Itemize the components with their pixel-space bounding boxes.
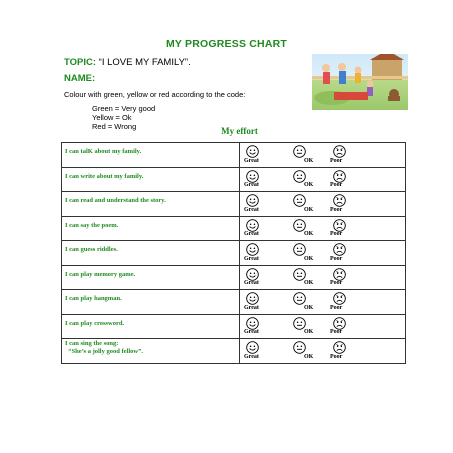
skill-statement: I can play crossword. — [62, 314, 240, 339]
rating-label-poor: Poor — [330, 182, 343, 188]
skill-statement: I can play hangman. — [62, 290, 240, 315]
poor-face-icon[interactable] — [333, 292, 346, 305]
poor-face-icon[interactable] — [333, 219, 346, 232]
effort-heading: My effort — [221, 126, 258, 136]
ok-face-icon[interactable] — [293, 219, 306, 232]
rating-label-ok: OK — [304, 280, 314, 286]
rating-label-ok: OK — [304, 255, 314, 262]
rating-label-poor: Poor — [330, 280, 343, 286]
rating-label-poor: Poor — [330, 304, 343, 311]
rating-cell — [240, 339, 406, 364]
skill-statement: I can sing the song: “She’s a jolly good fellow”. — [62, 339, 240, 364]
rating-label-poor: Poor — [330, 206, 343, 213]
rating-label-great: Great — [244, 255, 259, 262]
table-row — [62, 241, 406, 266]
rating-label-great: Great — [244, 353, 259, 360]
table-row — [62, 290, 406, 315]
ok-face-icon[interactable] — [293, 317, 306, 330]
great-face-icon[interactable] — [246, 145, 259, 158]
great-face-icon[interactable] — [246, 170, 259, 183]
rating-label-ok: OK — [304, 157, 314, 164]
rating-label-great: Great — [244, 157, 259, 164]
ok-face-icon[interactable] — [293, 268, 306, 281]
rating-cell — [240, 167, 406, 192]
rating-label-ok: OK — [304, 231, 314, 237]
table-row — [62, 167, 406, 192]
table-row — [62, 192, 406, 217]
ok-face-icon[interactable] — [293, 194, 306, 207]
great-face-icon[interactable] — [246, 243, 259, 256]
skill-statement: I can play memory game. — [62, 265, 240, 290]
ok-face-icon[interactable] — [293, 170, 306, 183]
rating-label-great: Great — [244, 206, 259, 213]
rating-label-poor: Poor — [330, 157, 343, 164]
poor-face-icon[interactable] — [333, 194, 346, 207]
poor-face-icon[interactable] — [333, 243, 346, 256]
table-row — [62, 314, 406, 339]
skill-statement: I can write about my family. — [62, 167, 240, 192]
rating-label-great: Great — [244, 231, 259, 237]
great-face-icon[interactable] — [246, 341, 259, 354]
great-face-icon[interactable] — [246, 268, 259, 281]
table-row — [62, 265, 406, 290]
poor-face-icon[interactable] — [333, 268, 346, 281]
poor-face-icon[interactable] — [333, 341, 346, 354]
rating-label-ok: OK — [304, 329, 314, 335]
name-label: NAME: — [64, 73, 96, 84]
family-illustration — [312, 54, 408, 110]
ok-face-icon[interactable] — [293, 292, 306, 305]
rating-label-ok: OK — [304, 206, 314, 213]
great-face-icon[interactable] — [246, 317, 259, 330]
rating-label-ok: OK — [304, 182, 314, 188]
great-face-icon[interactable] — [246, 194, 259, 207]
poor-face-icon[interactable] — [333, 170, 346, 183]
topic-label: TOPIC: — [64, 57, 97, 68]
page-title: MY PROGRESS CHART — [165, 38, 288, 50]
code-green: Green = Very good — [92, 104, 156, 113]
table-row — [62, 339, 406, 364]
rating-label-ok: OK — [304, 353, 314, 360]
instruction-text: Colour with green, yellow or red according to the code: — [64, 90, 246, 99]
family-picture — [312, 54, 408, 110]
rating-label-poor: Poor — [330, 353, 343, 360]
great-face-icon[interactable] — [246, 292, 259, 305]
great-face-icon[interactable] — [246, 219, 259, 232]
rating-label-poor: Poor — [330, 255, 343, 262]
ok-face-icon[interactable] — [293, 341, 306, 354]
skill-statement: I can say the poem. — [62, 216, 240, 241]
rating-label-great: Great — [244, 329, 259, 335]
rating-label-poor: Poor — [330, 329, 343, 335]
skill-statement: I can guess riddles. — [62, 241, 240, 266]
rating-label-great: Great — [244, 304, 259, 311]
table-row — [62, 143, 406, 168]
code-red: Red = Wrong — [92, 122, 137, 132]
poor-face-icon[interactable] — [333, 317, 346, 330]
topic-value: “I LOVE MY FAMILY”. — [96, 57, 191, 68]
rating-cell — [240, 192, 406, 217]
rating-cell — [240, 143, 406, 168]
rating-cell — [240, 314, 406, 339]
ok-face-icon[interactable] — [293, 145, 306, 158]
rating-label-ok: OK — [304, 304, 314, 311]
rating-label-great: Great — [244, 280, 259, 286]
ok-face-icon[interactable] — [293, 243, 306, 256]
progress-table — [61, 142, 406, 364]
rating-label-poor: Poor — [330, 231, 343, 237]
rating-cell — [240, 241, 406, 266]
rating-cell — [240, 265, 406, 290]
rating-cell — [240, 290, 406, 315]
table-row — [62, 216, 406, 241]
topic-line — [64, 57, 191, 68]
code-yellow: Yellow = Ok — [92, 113, 132, 123]
poor-face-icon[interactable] — [333, 145, 346, 158]
rating-label-great: Great — [244, 182, 259, 188]
rating-cell — [240, 216, 406, 241]
skill-statement: I can read and understand the story. — [62, 192, 240, 217]
skill-statement: I can talK about my family. — [62, 143, 240, 168]
